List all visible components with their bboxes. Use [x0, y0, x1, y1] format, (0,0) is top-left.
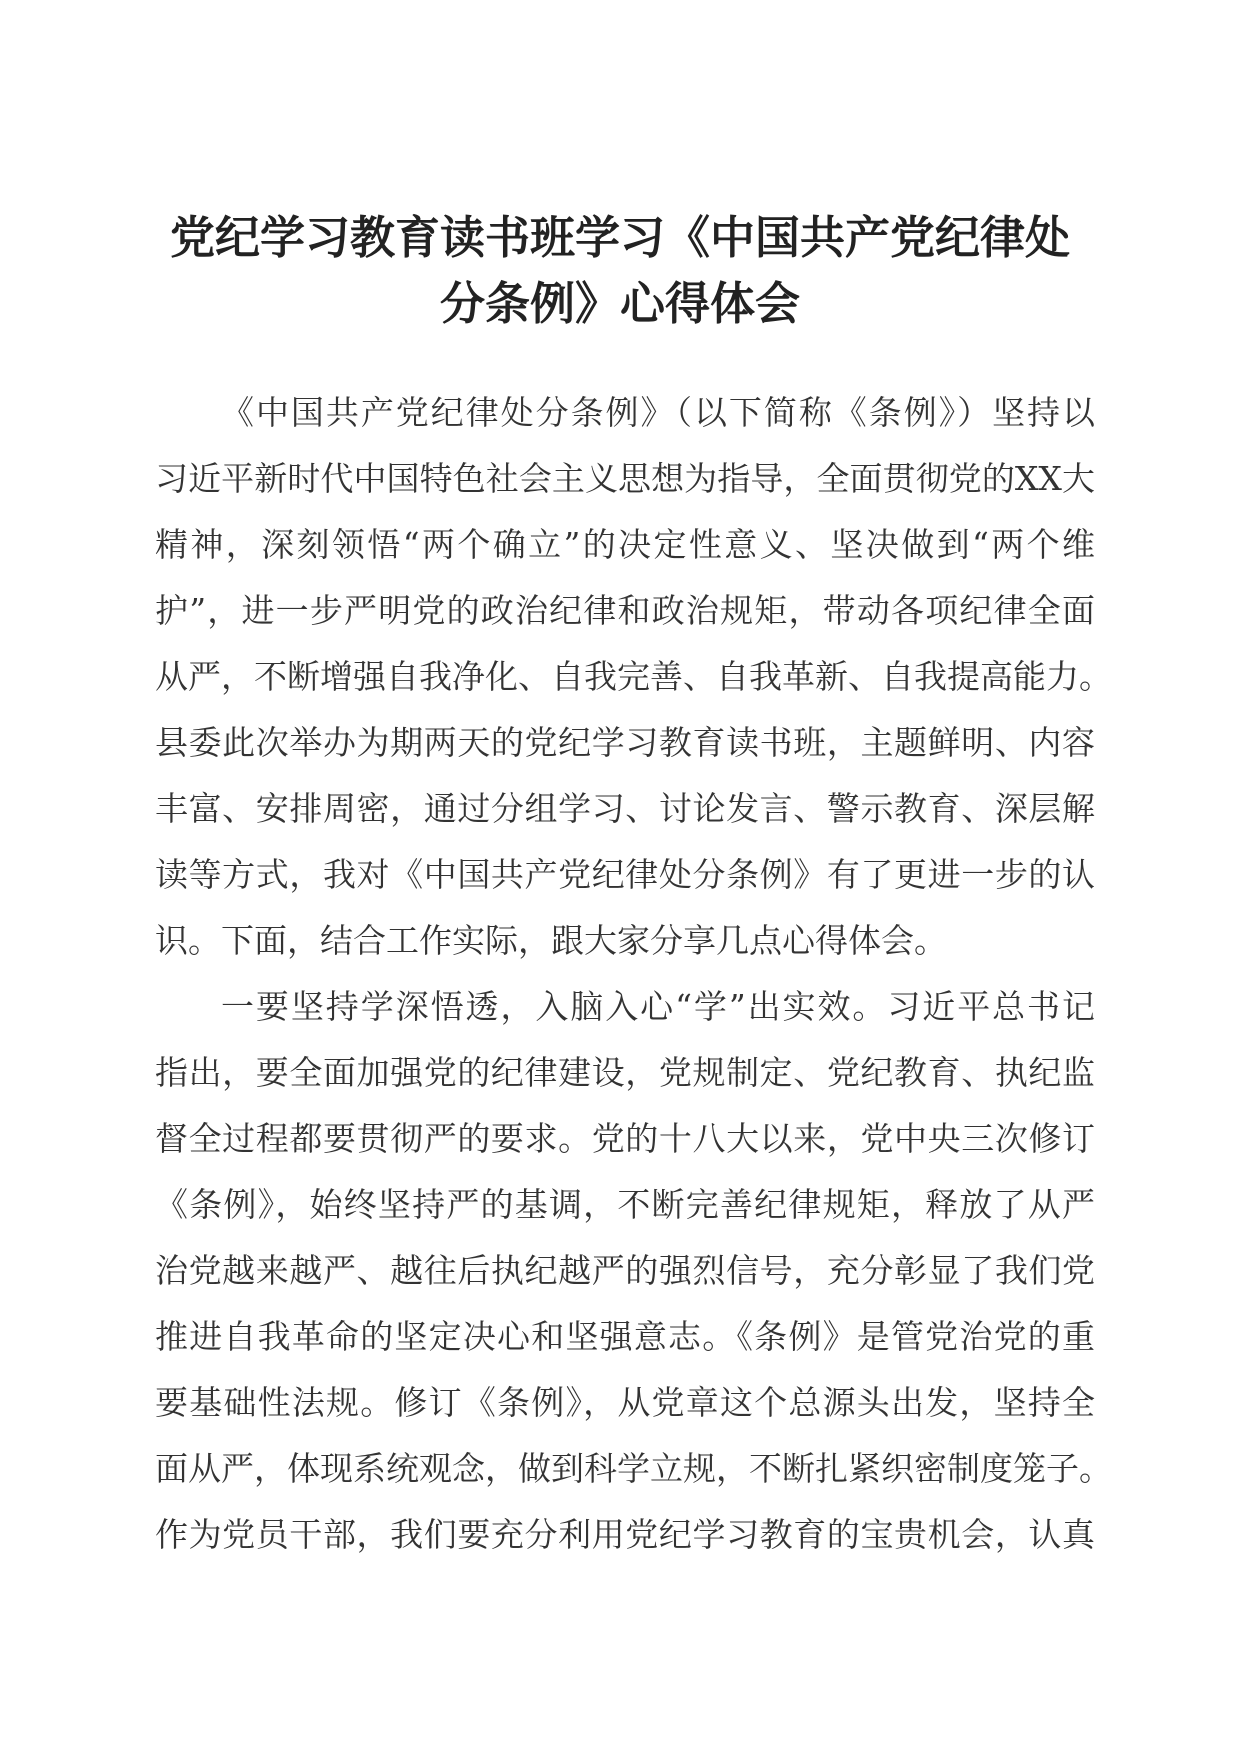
paragraph-2 — [155, 974, 1112, 1568]
text-line: 作为党员干部，我们要充分利用党纪学习教育的宝贵机会，认真 — [155, 1515, 1095, 1554]
text-line: 读等方式，我对《中国共产党纪律处分条例》有了更进一步的认 — [155, 855, 1095, 894]
text-line: 要基础性法规。修订《条例》，从党章这个总源头出发，坚持全 — [155, 1383, 1095, 1422]
text-line: 一要坚持学深悟透，入脑入心“学”出实效。习近平总书记 — [221, 987, 1095, 1026]
document-title — [150, 205, 1090, 337]
text-line: 面从严，体现系统观念，做到科学立规，不断扎紧织密制度笼子。 — [155, 1449, 1112, 1488]
text-line: 识。下面，结合工作实际，跟大家分享几点心得体会。 — [155, 921, 947, 960]
text-line: 督全过程都要贯彻严的要求。党的十八大以来，党中央三次修订 — [155, 1119, 1095, 1158]
text-line: 指出，要全面加强党的纪律建设，党规制定、党纪教育、执纪监 — [155, 1053, 1095, 1092]
text-line: 治党越来越严、越往后执纪越严的强烈信号，充分彰显了我们党 — [155, 1251, 1095, 1290]
document-body — [155, 380, 1112, 1568]
text-line: 护”，进一步严明党的政治纪律和政治规矩，带动各项纪律全面 — [155, 591, 1095, 630]
title-line: 党纪学习教育读书班学习《中国共产党纪律处 — [169, 211, 1070, 264]
text-line: 《中国共产党纪律处分条例》（以下简称《条例》）坚持以 — [221, 393, 1095, 432]
paragraph-1 — [155, 380, 1112, 974]
text-line: 《条例》，始终坚持严的基调，不断完善纪律规矩，释放了从严 — [155, 1185, 1095, 1224]
text-line: 推进自我革命的坚定决心和坚强意志。《条例》是管党治党的重 — [155, 1317, 1095, 1356]
text-line: 县委此次举办为期两天的党纪学习教育读书班，主题鲜明、内容 — [155, 723, 1095, 762]
title-line: 分条例》心得体会 — [439, 277, 800, 330]
text-line: 习近平新时代中国特色社会主义思想为指导，全面贯彻党的XX大 — [155, 459, 1095, 498]
text-line: 丰富、安排周密，通过分组学习、讨论发言、警示教育、深层解 — [155, 789, 1095, 828]
text-line: 精神，深刻领悟“两个确立”的决定性意义、坚决做到“两个维 — [155, 525, 1095, 564]
text-line: 从严，不断增强自我净化、自我完善、自我革新、自我提高能力。 — [155, 657, 1112, 696]
